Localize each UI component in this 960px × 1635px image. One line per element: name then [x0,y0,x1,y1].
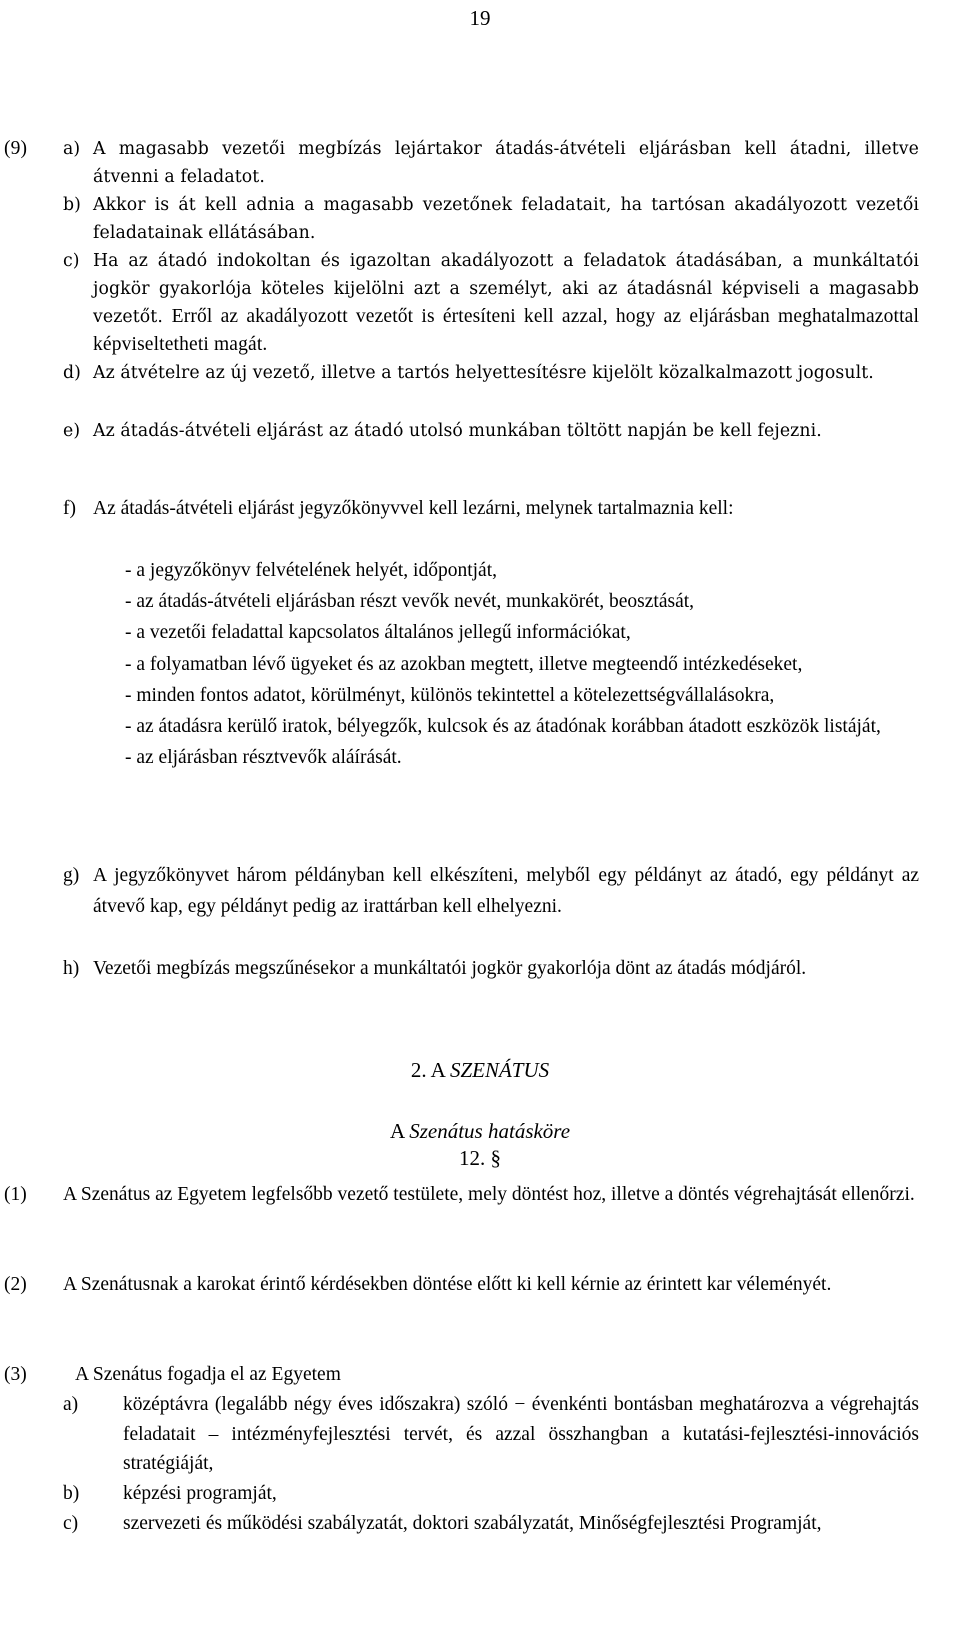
page-number: 19 [469,6,491,30]
paragraph-number: (1) [4,1184,27,1205]
list-item: - az eljárásban résztvevők aláírását. [125,747,402,769]
item-text-part2: Erről az akadályozott vezetőt is értesíteni kell azzal, hogy az eljárásban meghatalmazottal képviseltetheti magát. [93,306,920,355]
item-letter: f) [63,498,76,519]
item-text: Vezetői megbízás megszűnésekor a munkáltatói jogkör gyakorlója dönt az átadás módjáról. [93,958,807,979]
paragraph-text: A Szenátus fogadja el az Egyetem [75,1364,341,1385]
item-text: szervezeti és működési szabályzatát, doktori szabályzatát, Minőségfejlesztési Programját, [123,1513,822,1534]
chapter-name: SZENÁTUS [449,1058,550,1082]
item-letter: a) [63,139,81,159]
item-text [93,247,919,359]
list-item: - a folyamatban lévő ügyeket és az azokban megtett, illetve megteendő intézkedéseket, [125,653,803,675]
item-letter: b) [63,1483,80,1504]
item-letter: e) [63,421,81,441]
item-text: Akkor is át kell adnia a magasabb vezetőnek feladatait, ha tartósan akadályozott vezetői feladatainak ellátásában. [93,195,919,243]
section-name: Szenátus hatásköre [409,1119,571,1143]
item-letter: a) [63,1394,79,1415]
list-item: - a vezetői feladattal kapcsolatos általános jellegű információkat, [125,622,631,644]
item-text: Az átvételre az új vezető, illetve a tartós helyettesítésre kijelölt közalkalmazott jogosult. [93,363,874,383]
list-item: - az átadásra kerülő iratok, bélyegzők, kulcsok és az átadónak korábban átadott eszközök listáját, [125,716,881,738]
item-text: Az átadás-átvételi eljárást az átadó utolsó munkában töltött napján be kell fejezni. [93,421,822,441]
item-text-part1: Ha az átadó indokoltan és igazoltan akadályozott a feladatok átadásában, a munkáltatói jogkör gyakorlója köteles kijelölni azt a személyt, aki az átadásnál képviseli a magasabb vezetőt. [93,251,919,327]
item-letter: d) [63,363,82,383]
item-text: képzési programját, [123,1483,277,1504]
item-letter: g) [63,865,80,886]
chapter-title [0,1058,960,1083]
section-title [0,1119,960,1144]
item-text: Az átadás-átvételi eljárást jegyzőkönyvvel kell lezárni, melynek tartalmaznia kell: [93,498,734,519]
item-letter: c) [63,251,80,271]
item-text: A magasabb vezetői megbízás lejártakor átadás-átvételi eljárásban kell átadni, illetve átvenni a feladatot. [93,139,919,187]
paragraph-number: (3) [4,1364,27,1385]
paragraph-mark: 12. § [459,1146,501,1170]
chapter-number: 2. A [410,1058,445,1082]
paragraph-text: A Szenátusnak a karokat érintő kérdésekben döntése előtt ki kell kérnie az érintett kar véleményét. [63,1274,832,1295]
paragraph-text: A Szenátus az Egyetem legfelsőbb vezető testülete, mely döntést hoz, illetve a döntés végrehajtását ellenőrzi. [63,1184,915,1205]
item-letter: c) [63,1513,79,1534]
item-text: A jegyzőkönyvet három példányban kell elkészíteni, melyből egy példányt az átadó, egy példányt az átvevő kap, egy példányt pedig az irattárban kell elhelyezni. [93,865,919,918]
paragraph-number: (2) [4,1274,27,1295]
f-list [125,555,920,773]
list-item: - a jegyzőkönyv felvételének helyét, időpontját, [125,560,497,581]
list-item: - az átadás-átvételi eljárásban részt vevők nevét, munkakörét, beosztását, [125,591,695,613]
section-prefix: A [389,1119,404,1143]
paragraph-9-number: (9) [4,138,28,159]
list-item: - minden fontos adatot, körülményt, különös tekintettel a kötelezettségvállalásokra, [125,684,775,706]
item-letter: h) [63,958,80,979]
item-text: középtávra (legalább négy éves időszakra) szóló − évenkénti bontásban meghatározva a végrehajtás feladatait – intézményfejlesztési tervét, és azzal összhangban a kutatási-fejlesztési-innovációs stratégiáját, [123,1394,919,1475]
item-letter: b) [63,195,82,215]
